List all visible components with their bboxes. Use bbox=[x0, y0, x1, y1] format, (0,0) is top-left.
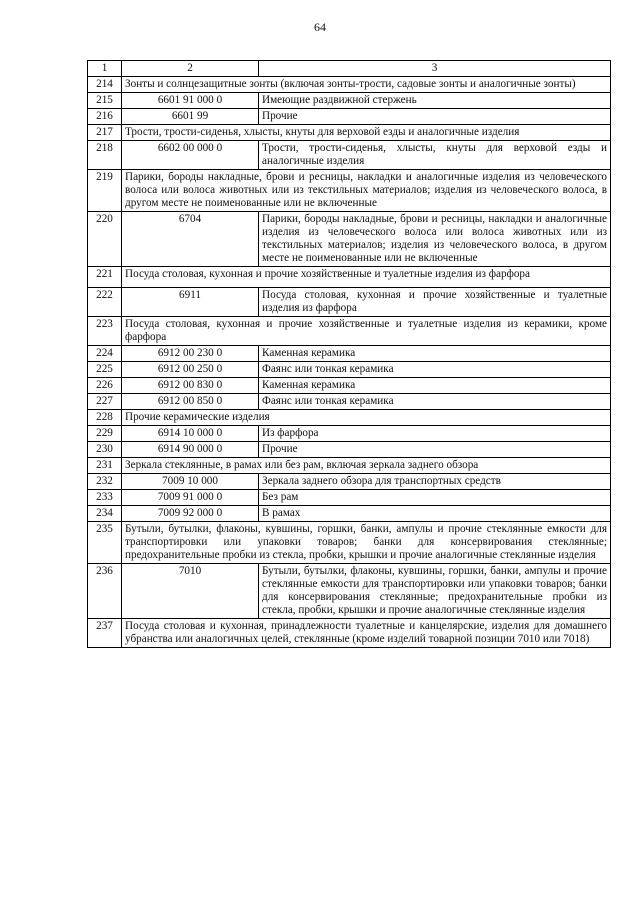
commodity-description: Фаянс или тонкая керамика bbox=[259, 362, 611, 378]
row-number: 224 bbox=[88, 346, 122, 362]
commodity-description: Прочие bbox=[259, 442, 611, 458]
row-number: 232 bbox=[88, 474, 122, 490]
commodity-description: Каменная керамика bbox=[259, 346, 611, 362]
commodity-code: 6914 10 000 0 bbox=[122, 426, 259, 442]
table-row bbox=[88, 362, 611, 378]
row-number: 220 bbox=[88, 212, 122, 267]
table-row bbox=[88, 506, 611, 522]
table-row bbox=[88, 170, 611, 212]
table-row bbox=[88, 288, 611, 317]
row-number: 225 bbox=[88, 362, 122, 378]
commodity-description: Из фарфора bbox=[259, 426, 611, 442]
group-description: Трости, трости-сиденья, хлысты, кнуты для верховой езды и аналогичные изделия bbox=[122, 125, 611, 141]
tariff-table bbox=[87, 60, 611, 648]
table-row bbox=[88, 522, 611, 564]
table-row bbox=[88, 394, 611, 410]
header-row bbox=[88, 61, 611, 77]
row-number: 215 bbox=[88, 93, 122, 109]
table-row bbox=[88, 410, 611, 426]
commodity-code: 6911 bbox=[122, 288, 259, 317]
commodity-description: Бутыли, бутылки, флаконы, кувшины, горшки, банки, ампулы и прочие стеклянные емкости для транспортировки или упаковки товаров; банки для консервирования стеклянные; предохранительные пробки из стекла, пробки, крышки и прочие аналогичные стеклянные изделия bbox=[259, 564, 611, 619]
row-number: 223 bbox=[88, 317, 122, 346]
commodity-description: Без рам bbox=[259, 490, 611, 506]
row-number: 231 bbox=[88, 458, 122, 474]
commodity-description: Зеркала заднего обзора для транспортных средств bbox=[259, 474, 611, 490]
row-number: 234 bbox=[88, 506, 122, 522]
table-row bbox=[88, 490, 611, 506]
column-header-number: 1 bbox=[88, 61, 122, 77]
row-number: 221 bbox=[88, 267, 122, 288]
commodity-code: 6912 00 850 0 bbox=[122, 394, 259, 410]
row-number: 218 bbox=[88, 141, 122, 170]
commodity-code: 6602 00 000 0 bbox=[122, 141, 259, 170]
group-description: Зеркала стеклянные, в рамах или без рам, включая зеркала заднего обзора bbox=[122, 458, 611, 474]
commodity-code: 6601 91 000 0 bbox=[122, 93, 259, 109]
group-description: Посуда столовая, кухонная и прочие хозяйственные и туалетные изделия из керамики, кроме фарфора bbox=[122, 317, 611, 346]
commodity-code: 6914 90 000 0 bbox=[122, 442, 259, 458]
row-number: 236 bbox=[88, 564, 122, 619]
commodity-code: 6912 00 830 0 bbox=[122, 378, 259, 394]
commodity-description: Парики, бороды накладные, брови и ресницы, накладки и аналогичные изделия из человеческого волоса или волоса животных или из текстильных материалов; изделия из человеческого волоса, в другом месте не поименованные или не включенные bbox=[259, 212, 611, 267]
table-row bbox=[88, 77, 611, 93]
row-number: 214 bbox=[88, 77, 122, 93]
table-row bbox=[88, 317, 611, 346]
row-number: 216 bbox=[88, 109, 122, 125]
column-header-code: 2 bbox=[122, 61, 259, 77]
group-description: Парики, бороды накладные, брови и ресницы, накладки и аналогичные изделия из человеческого волоса или волоса животных или из текстильных материалов; изделия из человеческого волоса, в другом месте не поименованные или не включенные bbox=[122, 170, 611, 212]
row-number: 228 bbox=[88, 410, 122, 426]
table-row bbox=[88, 426, 611, 442]
commodity-code: 7009 10 000 bbox=[122, 474, 259, 490]
commodity-code: 6912 00 250 0 bbox=[122, 362, 259, 378]
commodity-description: В рамах bbox=[259, 506, 611, 522]
row-number: 226 bbox=[88, 378, 122, 394]
commodity-description: Каменная керамика bbox=[259, 378, 611, 394]
table-row bbox=[88, 378, 611, 394]
row-number: 230 bbox=[88, 442, 122, 458]
commodity-code: 7010 bbox=[122, 564, 259, 619]
table-row bbox=[88, 109, 611, 125]
row-number: 227 bbox=[88, 394, 122, 410]
table-row bbox=[88, 93, 611, 109]
column-header-description: 3 bbox=[259, 61, 611, 77]
commodity-description: Фаянс или тонкая керамика bbox=[259, 394, 611, 410]
table-row bbox=[88, 141, 611, 170]
commodity-code: 7009 92 000 0 bbox=[122, 506, 259, 522]
row-number: 235 bbox=[88, 522, 122, 564]
commodity-description: Трости, трости-сиденья, хлысты, кнуты для верховой езды и аналогичные изделия bbox=[259, 141, 611, 170]
table-row bbox=[88, 564, 611, 619]
group-description: Бутыли, бутылки, флаконы, кувшины, горшки, банки, ампулы и прочие стеклянные емкости для транспортировки или упаковки товаров; банки для консервирования стеклянные; предохранительные пробки из стекла, пробки, крышки и прочие аналогичные стеклянные изделия bbox=[122, 522, 611, 564]
row-number: 237 bbox=[88, 619, 122, 648]
table-row bbox=[88, 442, 611, 458]
row-number: 229 bbox=[88, 426, 122, 442]
table-row bbox=[88, 474, 611, 490]
table-row bbox=[88, 125, 611, 141]
group-description: Посуда столовая и кухонная, принадлежности туалетные и канцелярские, изделия для домашнего убранства или аналогичных целей, стеклянные (кроме изделий товарной позиции 7010 или 7018) bbox=[122, 619, 611, 648]
table-row bbox=[88, 267, 611, 288]
row-number: 217 bbox=[88, 125, 122, 141]
row-number: 233 bbox=[88, 490, 122, 506]
table-row bbox=[88, 346, 611, 362]
row-number: 219 bbox=[88, 170, 122, 212]
commodity-code: 6601 99 bbox=[122, 109, 259, 125]
commodity-description: Посуда столовая, кухонная и прочие хозяйственные и туалетные изделия из фарфора bbox=[259, 288, 611, 317]
page-number: 64 bbox=[314, 20, 326, 34]
commodity-description: Имеющие раздвижной стержень bbox=[259, 93, 611, 109]
table-row bbox=[88, 212, 611, 267]
commodity-code: 6912 00 230 0 bbox=[122, 346, 259, 362]
group-description: Зонты и солнцезащитные зонты (включая зонты-трости, садовые зонты и аналогичные зонты) bbox=[122, 77, 611, 93]
table-row bbox=[88, 458, 611, 474]
group-description: Посуда столовая, кухонная и прочие хозяйственные и туалетные изделия из фарфора bbox=[122, 267, 611, 288]
commodity-code: 7009 91 000 0 bbox=[122, 490, 259, 506]
table-row bbox=[88, 619, 611, 648]
row-number: 222 bbox=[88, 288, 122, 317]
group-description: Прочие керамические изделия bbox=[122, 410, 611, 426]
commodity-code: 6704 bbox=[122, 212, 259, 267]
commodity-description: Прочие bbox=[259, 109, 611, 125]
